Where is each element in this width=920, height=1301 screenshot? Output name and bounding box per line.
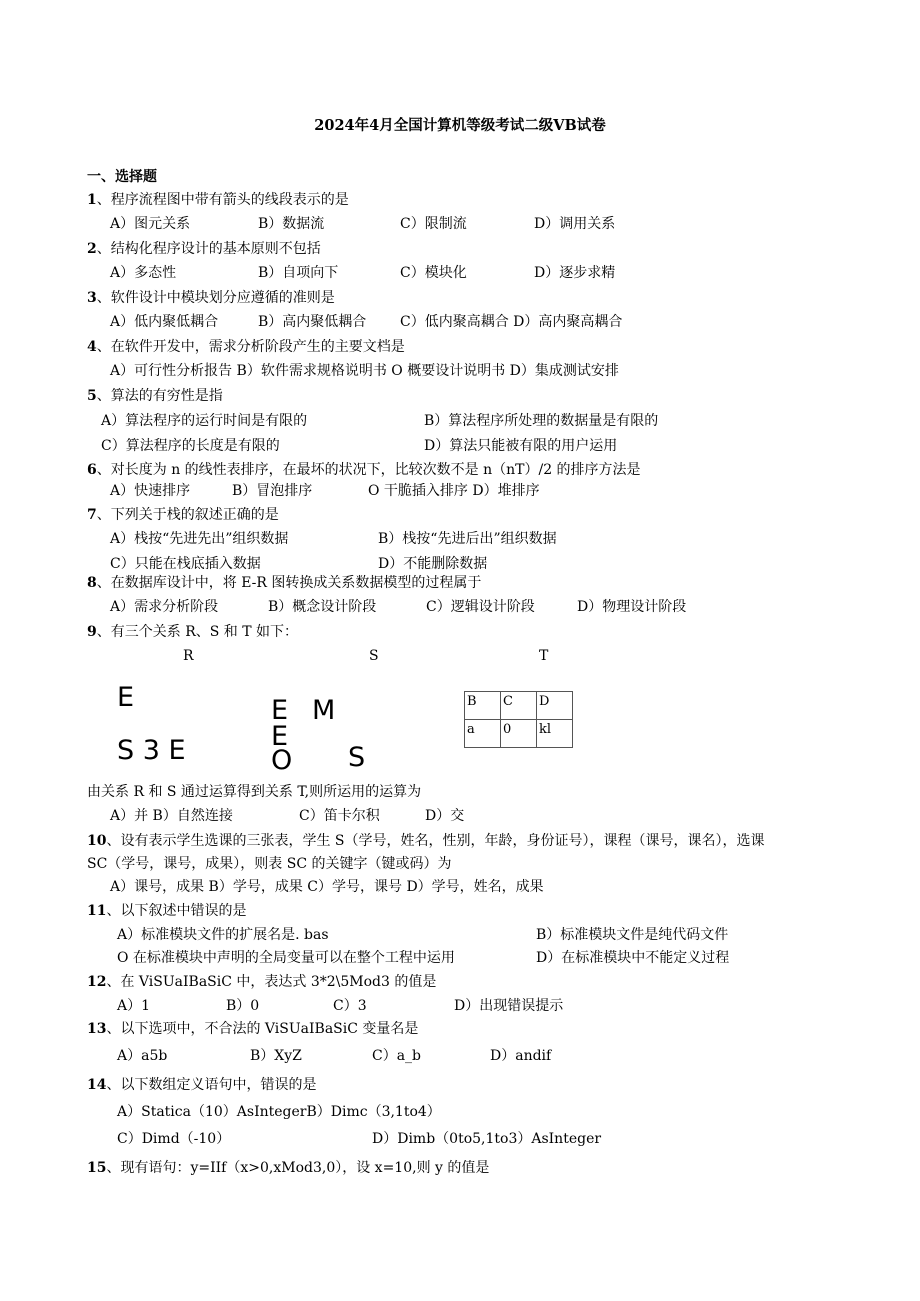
table-cell: B — [465, 692, 501, 720]
q3-option-a: A）低内聚低耦合 — [110, 314, 219, 330]
q14-option-c: C）Dimd（-10） — [117, 1131, 231, 1147]
q6-option-cd: O 干脆插入排序 D）堆排序 — [368, 483, 540, 499]
q1-option-c: C）限制流 — [400, 216, 467, 232]
q8-option-d: D）物理设计阶段 — [577, 599, 687, 615]
question-number: 10 — [87, 833, 107, 849]
question-text: 、程序流程图中带有箭头的线段表示的是 — [96, 192, 349, 208]
table-cell: D — [537, 692, 573, 720]
question-4 — [87, 337, 405, 357]
question-number: 1 — [87, 192, 97, 208]
q13-option-b: B）XyZ — [250, 1048, 302, 1064]
q5-option-d: D）算法只能被有限的用户运用 — [424, 438, 618, 454]
q1-option-a: A）图元关系 — [110, 216, 191, 232]
q14-option-ab: A）Statica（10）AsIntegerB）Dimc（3,1to4） — [117, 1104, 441, 1120]
question-number: 9 — [87, 624, 97, 640]
table-cell: 0 — [501, 720, 537, 748]
relation-r-glyph: S 3 E — [117, 736, 186, 766]
question-number: 12 — [87, 974, 107, 990]
question-10-cont: SC（学号，课号，成果），则表 SC 的关键字（键或码）为 — [87, 856, 452, 872]
question-11 — [87, 901, 246, 921]
question-text: 、算法的有穷性是指 — [96, 388, 223, 404]
question-number: 2 — [87, 241, 97, 257]
table-cell: a — [465, 720, 501, 748]
q6-option-a: A）快速排序 — [110, 483, 191, 499]
question-text: 、现有语句：y=IIf（x>0,xMod3,0），设 x=10,则 y 的值是 — [106, 1160, 490, 1176]
question-number: 14 — [87, 1077, 107, 1093]
q8-option-a: A）需求分析阶段 — [110, 599, 219, 615]
question-number: 5 — [87, 388, 97, 404]
question-15 — [87, 1158, 489, 1178]
table-cell: kl — [537, 720, 573, 748]
q1-option-b: B）数据流 — [258, 216, 325, 232]
question-5 — [87, 386, 223, 406]
q7-option-b: B）栈按“先进后出”组织数据 — [378, 531, 557, 547]
relation-s-glyph: S — [348, 743, 366, 773]
question-text: 、结构化程序设计的基本原则不包括 — [96, 241, 321, 257]
q10-options: A）课号，成果 B）学号，成果 C）学号，课号 D）学号，姓名，成果 — [110, 879, 544, 895]
q5-option-b: B）算法程序所处理的数据量是有限的 — [424, 413, 659, 429]
question-number: 6 — [87, 462, 97, 478]
q3-option-b: B）高内聚低耦合 — [258, 314, 367, 330]
q4-options: A）可行性分析报告 B）软件需求规格说明书 O 概要设计说明书 D）集成测试安排 — [110, 363, 619, 379]
q2-option-a: A）多态性 — [110, 265, 177, 281]
page-title: 2024年4月全国计算机等级考试二级VB试卷 — [314, 117, 606, 134]
q9-option-ab: A）并 B）自然连接 — [110, 808, 233, 824]
relation-s-glyph: E — [271, 696, 289, 722]
q8-option-c: C）逻辑设计阶段 — [426, 599, 535, 615]
q12-option-c: C）3 — [333, 998, 367, 1014]
q8-option-b: B）概念设计阶段 — [268, 599, 377, 615]
question-text: 、以下数组定义语句中，错误的是 — [106, 1077, 317, 1093]
q5-option-c: C）算法程序的长度是有限的 — [101, 438, 280, 454]
question-14 — [87, 1075, 316, 1095]
q12-option-b: B）0 — [226, 998, 260, 1014]
section-heading: 一、选择题 — [87, 169, 157, 185]
table-cell: C — [501, 692, 537, 720]
question-1 — [87, 190, 349, 210]
q9-option-c: C）笛卡尔积 — [299, 808, 380, 824]
q7-option-d: D）不能删除数据 — [378, 556, 488, 572]
question-number: 7 — [87, 507, 97, 523]
question-number: 15 — [87, 1160, 107, 1176]
question-text: 、软件设计中模块划分应遵循的准则是 — [96, 290, 335, 306]
question-text: 、下列关于栈的叙述正确的是 — [96, 507, 279, 523]
question-7 — [87, 505, 279, 525]
q6-option-b: B）冒泡排序 — [232, 483, 313, 499]
q9-followup: 由关系 R 和 S 通过运算得到关系 T,则所运用的运算为 — [87, 784, 422, 800]
question-8 — [87, 573, 481, 593]
relation-s-glyph: E — [271, 722, 289, 746]
question-text: 、有三个关系 R、S 和 T 如下： — [96, 624, 299, 640]
question-number: 8 — [87, 575, 97, 591]
q7-option-c: C）只能在栈底插入数据 — [110, 556, 261, 572]
question-13 — [87, 1019, 418, 1039]
relation-r-label: R — [183, 648, 194, 664]
question-text: 、在数据库设计中，将 E-R 图转换成关系数据模型的过程属于 — [96, 575, 482, 591]
question-text: 、对长度为 n 的线性表排序，在最坏的状况下，比较次数不是 n（nT）/2 的排序方法是 — [96, 462, 641, 478]
question-text: 、以下选项中，不合法的 ViSUaIBaSiC 变量名是 — [106, 1021, 419, 1037]
question-text: 、在 ViSUaIBaSiC 中，表达式 3*2\5Mod3 的值是 — [106, 974, 437, 990]
table-row — [465, 720, 573, 748]
relation-t-label: T — [539, 648, 549, 664]
q11-option-d: D）在标准模块中不能定义过程 — [536, 950, 730, 966]
q7-option-a: A）栈按“先进先出”组织数据 — [110, 531, 289, 547]
question-number: 11 — [87, 903, 107, 919]
q11-option-a: A）标准模块文件的扩展名是. bas — [117, 927, 329, 943]
q9-option-d: D）交 — [425, 808, 465, 824]
q12-option-d: D）出现错误提示 — [454, 998, 564, 1014]
q5-option-a: A）算法程序的运行时间是有限的 — [101, 413, 308, 429]
question-12 — [87, 972, 436, 992]
relation-s-glyph: O — [271, 746, 293, 772]
question-number: 3 — [87, 290, 97, 306]
question-number: 13 — [87, 1021, 107, 1037]
q13-option-a: A）a5b — [117, 1048, 168, 1064]
q2-option-d: D）逐步求精 — [534, 265, 616, 281]
relation-s-label: S — [369, 648, 379, 664]
q14-option-d: D）Dimb（0to5,1to3）AsInteger — [372, 1131, 602, 1147]
q3-option-cd: C）低内聚高耦合 D）高内聚高耦合 — [400, 314, 623, 330]
q13-option-d: D）andif — [490, 1048, 552, 1064]
relation-s-glyph: M — [312, 696, 336, 726]
q11-option-b: B）标准模块文件是纯代码文件 — [536, 927, 729, 943]
question-6 — [87, 460, 641, 480]
question-text: 、以下叙述中错误的是 — [106, 903, 247, 919]
relation-t-table — [464, 691, 573, 748]
relation-r-glyph: E — [117, 683, 135, 711]
q2-option-c: C）模块化 — [400, 265, 467, 281]
q1-option-d: D）调用关系 — [534, 216, 616, 232]
q11-option-c: O 在标准模块中声明的全局变量可以在整个工程中运用 — [117, 950, 455, 966]
question-number: 4 — [87, 339, 97, 355]
question-10 — [87, 831, 765, 851]
question-3 — [87, 288, 335, 308]
question-text: 、设有表示学生选课的三张表，学生 S（学号，姓名，性别，年龄，身份证号），课程（课号，课名），选课 — [106, 833, 765, 849]
q13-option-c: C）a_b — [372, 1048, 422, 1064]
question-2 — [87, 239, 321, 259]
q2-option-b: B）自项向下 — [258, 265, 339, 281]
question-9 — [87, 622, 298, 642]
table-row — [465, 692, 573, 720]
question-text: 、在软件开发中，需求分析阶段产生的主要文档是 — [96, 339, 405, 355]
q12-option-a: A）1 — [117, 998, 151, 1014]
